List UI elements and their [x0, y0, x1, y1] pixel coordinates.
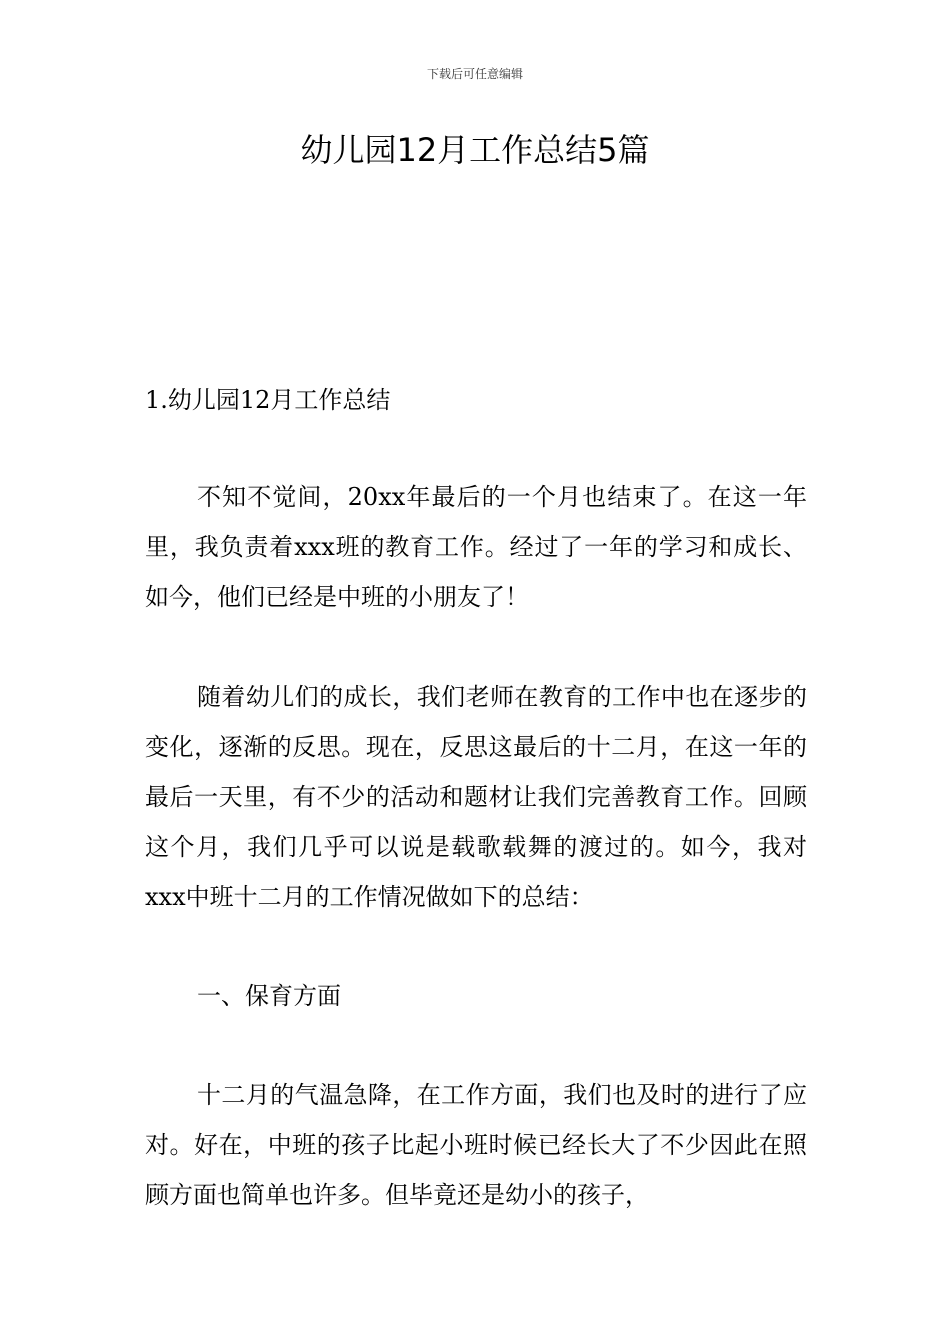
- paragraph-1: 不知不觉间，20xx年最后的一个月也结束了。在这一年里，我负责着xxx班的教育工作。经过了一年的学习和成长、如今，他们已经是中班的小朋友了！: [145, 483, 807, 611]
- header-note: 下载后可任意编辑: [426, 67, 523, 81]
- section-heading: 1.幼儿园12月工作总结: [145, 386, 391, 414]
- paragraph-3: 十二月的气温急降，在工作方面，我们也及时的进行了应对。好在，中班的孩子比起小班时候已经长大了不少因此在照顾方面也简单也许多。但毕竟还是幼小的孩子，: [145, 1081, 807, 1209]
- subsection-heading: 一、保育方面: [197, 982, 341, 1010]
- document-title: 幼儿园12月工作总结5篇: [300, 131, 650, 169]
- paragraph-2: 随着幼儿们的成长，我们老师在教育的工作中也在逐步的变化，逐渐的反思。现在，反思这最后的十二月，在这一年的最后一天里，有不少的活动和题材让我们完善教育工作。回顾这个月，我们几乎可以说是载歌载舞的渡过的。如今，我对xxx中班十二月的工作情况做如下的总结：: [145, 683, 807, 911]
